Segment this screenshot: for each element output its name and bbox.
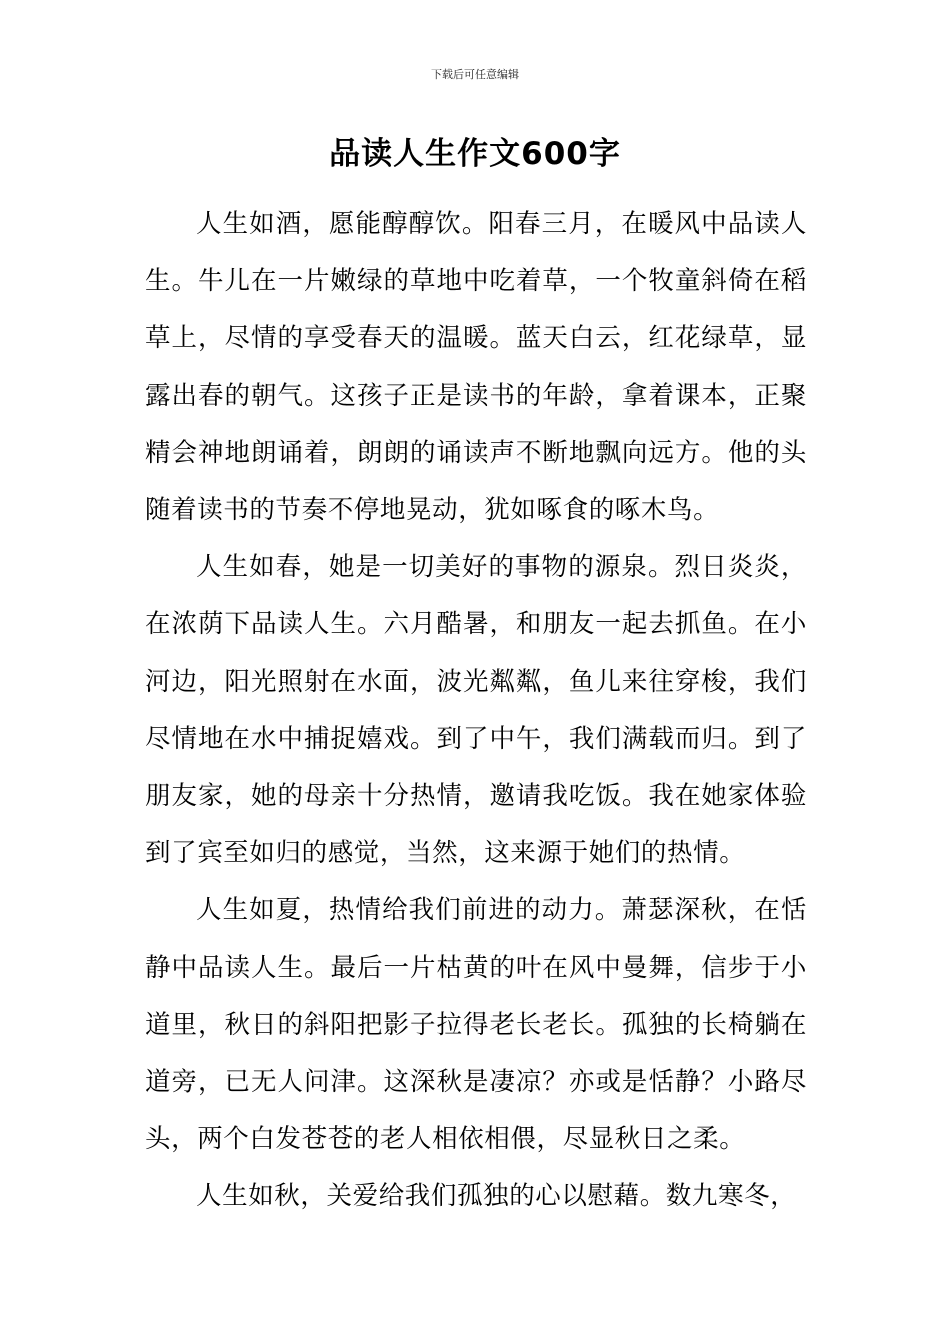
paragraph: 人生如酒，愿能醇醇饮。阳春三月，在暖风中品读人生。牛儿在一片嫩绿的草地中吃着草，一个牧童斜倚在稻草上，尽情的享受春天的温暖。蓝天白云，红花绿草，显露出春的朝气。这孩子正是读书的年龄，拿着课本，正聚精会神地朗诵着，朗朗的诵读声不断地飘向远方。他的头随着读书的节奏不停地晃动，犹如啄食的啄木鸟。	[145, 209, 807, 526]
header-note: 下载后可任意编辑	[431, 68, 519, 81]
paragraph: 人生如春，她是一切美好的事物的源泉。烈日炎炎，在浓荫下品读人生。六月酷暑，和朋友一起去抓鱼。在小河边，阳光照射在水面，波光粼粼，鱼儿来往穿梭，我们尽情地在水中捕捉嬉戏。到了中午，我们满载而归。到了朋友家，她的母亲十分热情，邀请我吃饭。我在她家体验到了宾至如归的感觉，当然，这来源于她们的热情。	[145, 552, 807, 869]
document-body	[145, 196, 807, 1226]
paragraph: 人生如秋，关爱给我们孤独的心以慰藉。数九寒冬，	[196, 1181, 797, 1212]
paragraph: 人生如夏，热情给我们前进的动力。萧瑟深秋，在恬静中品读人生。最后一片枯黄的叶在风中曼舞，信步于小道里，秋日的斜阳把影子拉得老长老长。孤独的长椅躺在道旁，已无人问津。这深秋是凄凉？亦或是恬静？小路尽头，两个白发苍苍的老人相依相偎，尽显秋日之柔。	[145, 895, 807, 1155]
document-title: 品读人生作文600字	[329, 136, 621, 172]
